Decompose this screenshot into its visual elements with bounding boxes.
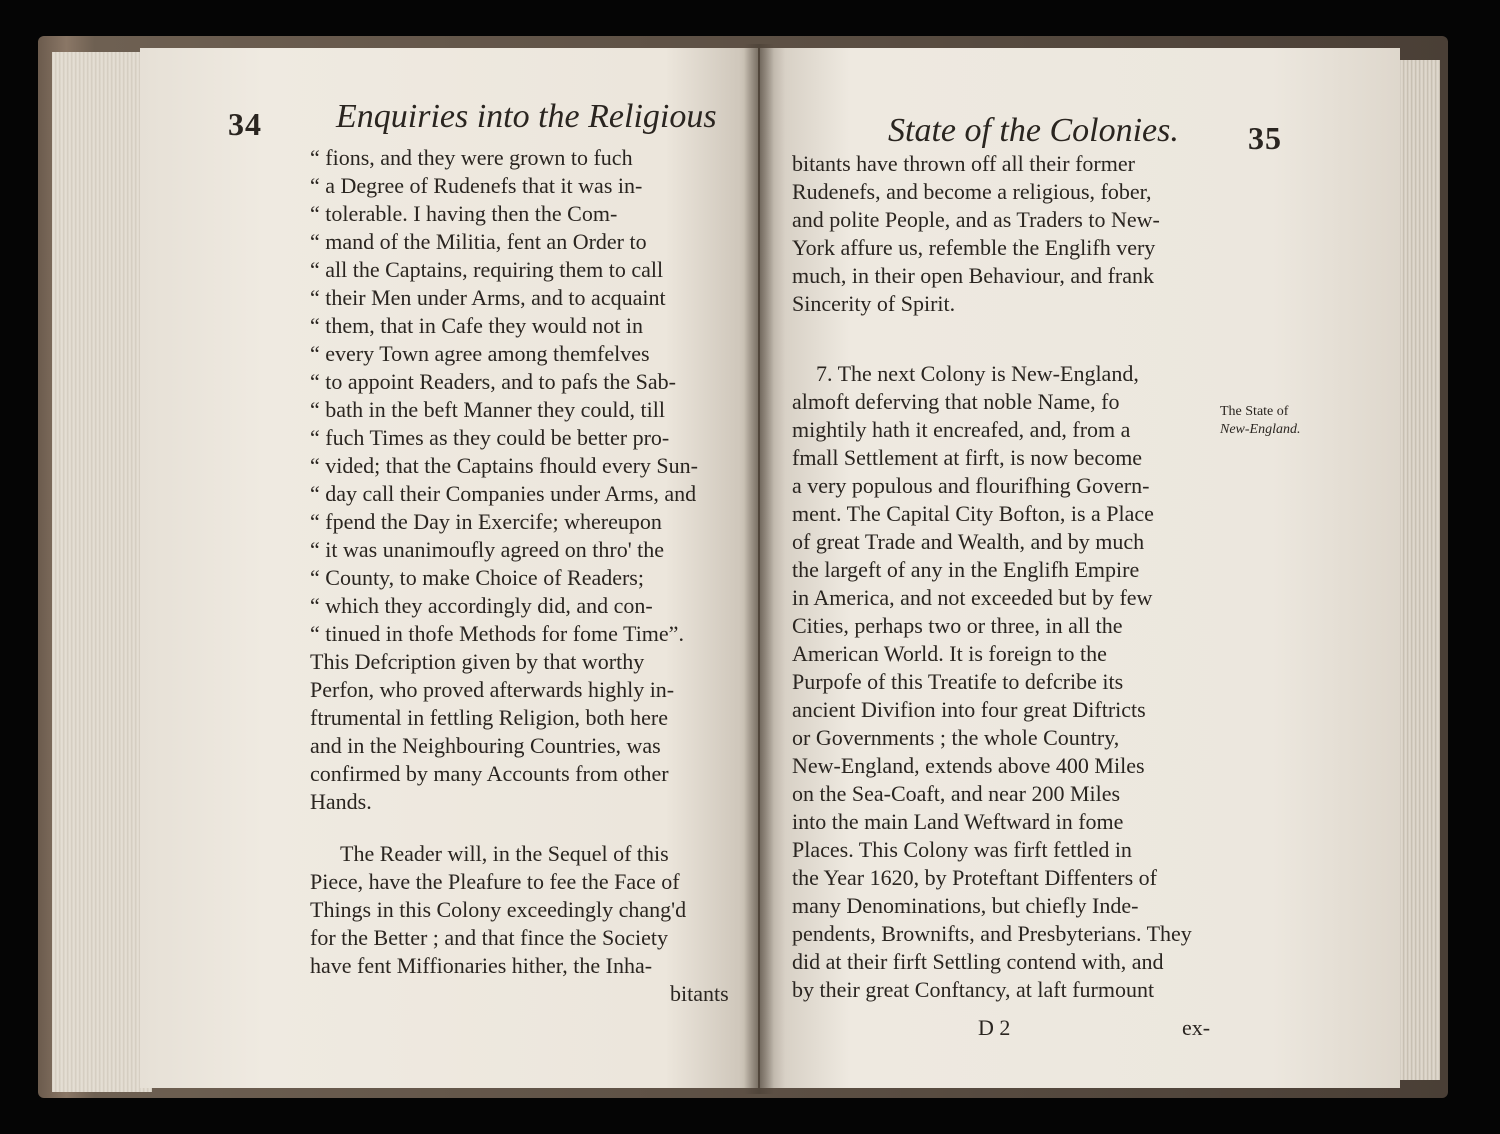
text-line: and in the Neighbouring Countries, was: [310, 733, 661, 758]
text-line: “ tinued in thofe Methods for fome Time”.: [310, 621, 684, 646]
text-line: “ it was unanimoufly agreed on thro' the: [310, 537, 665, 562]
text-line: “ a Degree of Rudenefs that it was in-: [310, 173, 643, 198]
text-line: “ all the Captains, requiring them to call: [310, 257, 664, 282]
text-line: almoft deferving that noble Name, fo: [792, 389, 1120, 414]
text-line: Perfon, who proved afterwards highly in-: [310, 677, 675, 702]
text-line: “ bath in the beft Manner they could, till: [310, 397, 665, 422]
text-line: ment. The Capital City Bofton, is a Place: [792, 501, 1154, 526]
text-line: Purpofe of this Treatife to defcribe its: [792, 669, 1124, 694]
text-line: New-England, extends above 400 Miles: [792, 753, 1145, 778]
text-line: York affure us, refemble the Englifh very: [792, 235, 1156, 260]
text-line: into the main Land Weftward in fome: [792, 809, 1124, 834]
text-line: bitants: [670, 981, 729, 1006]
text-line: much, in their open Behaviour, and frank: [792, 263, 1155, 288]
text-line: “ tolerable. I having then the Com-: [310, 201, 618, 226]
text-line: on the Sea-Coaft, and near 200 Miles: [792, 781, 1121, 806]
text-line: “ every Town agree among themfelves: [310, 341, 650, 366]
text-line: the Year 1620, by Proteftant Diffenters of: [792, 865, 1157, 890]
text-line: Rudenefs, and become a religious, fober,: [792, 179, 1152, 204]
text-line: “ fions, and they were grown to fuch: [310, 145, 633, 170]
text-line: Places. This Colony was firft fettled in: [792, 837, 1132, 862]
text-line: “ vided; that the Captains fhould every Sun-: [310, 453, 698, 478]
text-line: in America, and not exceeded but by few: [792, 585, 1153, 610]
page-edges-left: [52, 52, 152, 1092]
text-line: did at their firft Settling contend with, and: [792, 949, 1164, 974]
text-line: The Reader will, in the Sequel of this: [340, 841, 669, 866]
text-line: “ day call their Companies under Arms, and: [310, 481, 697, 506]
text-line: fmall Settlement at firft, is now become: [792, 445, 1143, 470]
text-line: “ fpend the Day in Exercife; whereupon: [310, 509, 662, 534]
margin-note-line: New-England.: [1220, 422, 1301, 437]
text-line: “ their Men under Arms, and to acquaint: [310, 285, 666, 310]
running-head: State of the Colonies.: [888, 112, 1179, 149]
running-head: Enquiries into the Religious: [336, 98, 717, 135]
text-line: of great Trade and Wealth, and by much: [792, 529, 1145, 554]
text-line: the largeft of any in the Englifh Empire: [792, 557, 1140, 582]
catchword: ex-: [1182, 1015, 1211, 1040]
page-number: 34: [228, 106, 262, 142]
text-line: a very populous and flourifhing Govern-: [792, 473, 1150, 498]
signature-mark: D 2: [978, 1015, 1011, 1040]
text-line: mightily hath it encreafed, and, from a: [792, 417, 1131, 442]
margin-note-line: The State of: [1220, 404, 1289, 419]
text-line: “ them, that in Cafe they would not in: [310, 313, 643, 338]
text-line: pendents, Brownifts, and Presbyterians. They: [792, 921, 1192, 946]
text-line: by their great Conftancy, at laft furmount: [792, 977, 1155, 1002]
text-line: bitants have thrown off all their former: [792, 151, 1135, 176]
text-line: “ to appoint Readers, and to pafs the Sab-: [310, 369, 676, 394]
right-page: [760, 48, 1400, 1088]
left-page: [140, 48, 758, 1088]
text-line: “ which they accordingly did, and con-: [310, 593, 653, 618]
text-line: Piece, have the Pleafure to fee the Face of: [310, 869, 680, 894]
text-line: “ fuch Times as they could be better pro-: [310, 425, 670, 450]
text-line: This Defcription given by that worthy: [310, 649, 645, 674]
page-number: 35: [1248, 120, 1282, 156]
text-line: for the Better ; and that fince the Society: [310, 925, 668, 950]
text-line: ancient Divifion into four great Diftricts: [792, 697, 1146, 722]
text-line: have fent Miffionaries hither, the Inha-: [310, 953, 653, 978]
text-line: ftrumental in fettling Religion, both here: [310, 705, 669, 730]
text-line: Sincerity of Spirit.: [792, 291, 956, 316]
text-line: or Governments ; the whole Country,: [792, 725, 1120, 750]
text-line: Hands.: [310, 789, 372, 814]
book-gutter: [744, 44, 774, 1094]
text-line: American World. It is foreign to the: [792, 641, 1107, 666]
text-line: Cities, perhaps two or three, in all the: [792, 613, 1123, 638]
text-line: many Denominations, but chiefly Inde-: [792, 893, 1139, 918]
text-line: and polite People, and as Traders to New-: [792, 207, 1160, 232]
text-line: Things in this Colony exceedingly chang'd: [310, 897, 687, 922]
text-line: “ County, to make Choice of Readers;: [310, 565, 644, 590]
text-line: 7. The next Colony is New-England,: [816, 361, 1139, 386]
text-line: confirmed by many Accounts from other: [310, 761, 669, 786]
text-line: “ mand of the Militia, fent an Order to: [310, 229, 647, 254]
